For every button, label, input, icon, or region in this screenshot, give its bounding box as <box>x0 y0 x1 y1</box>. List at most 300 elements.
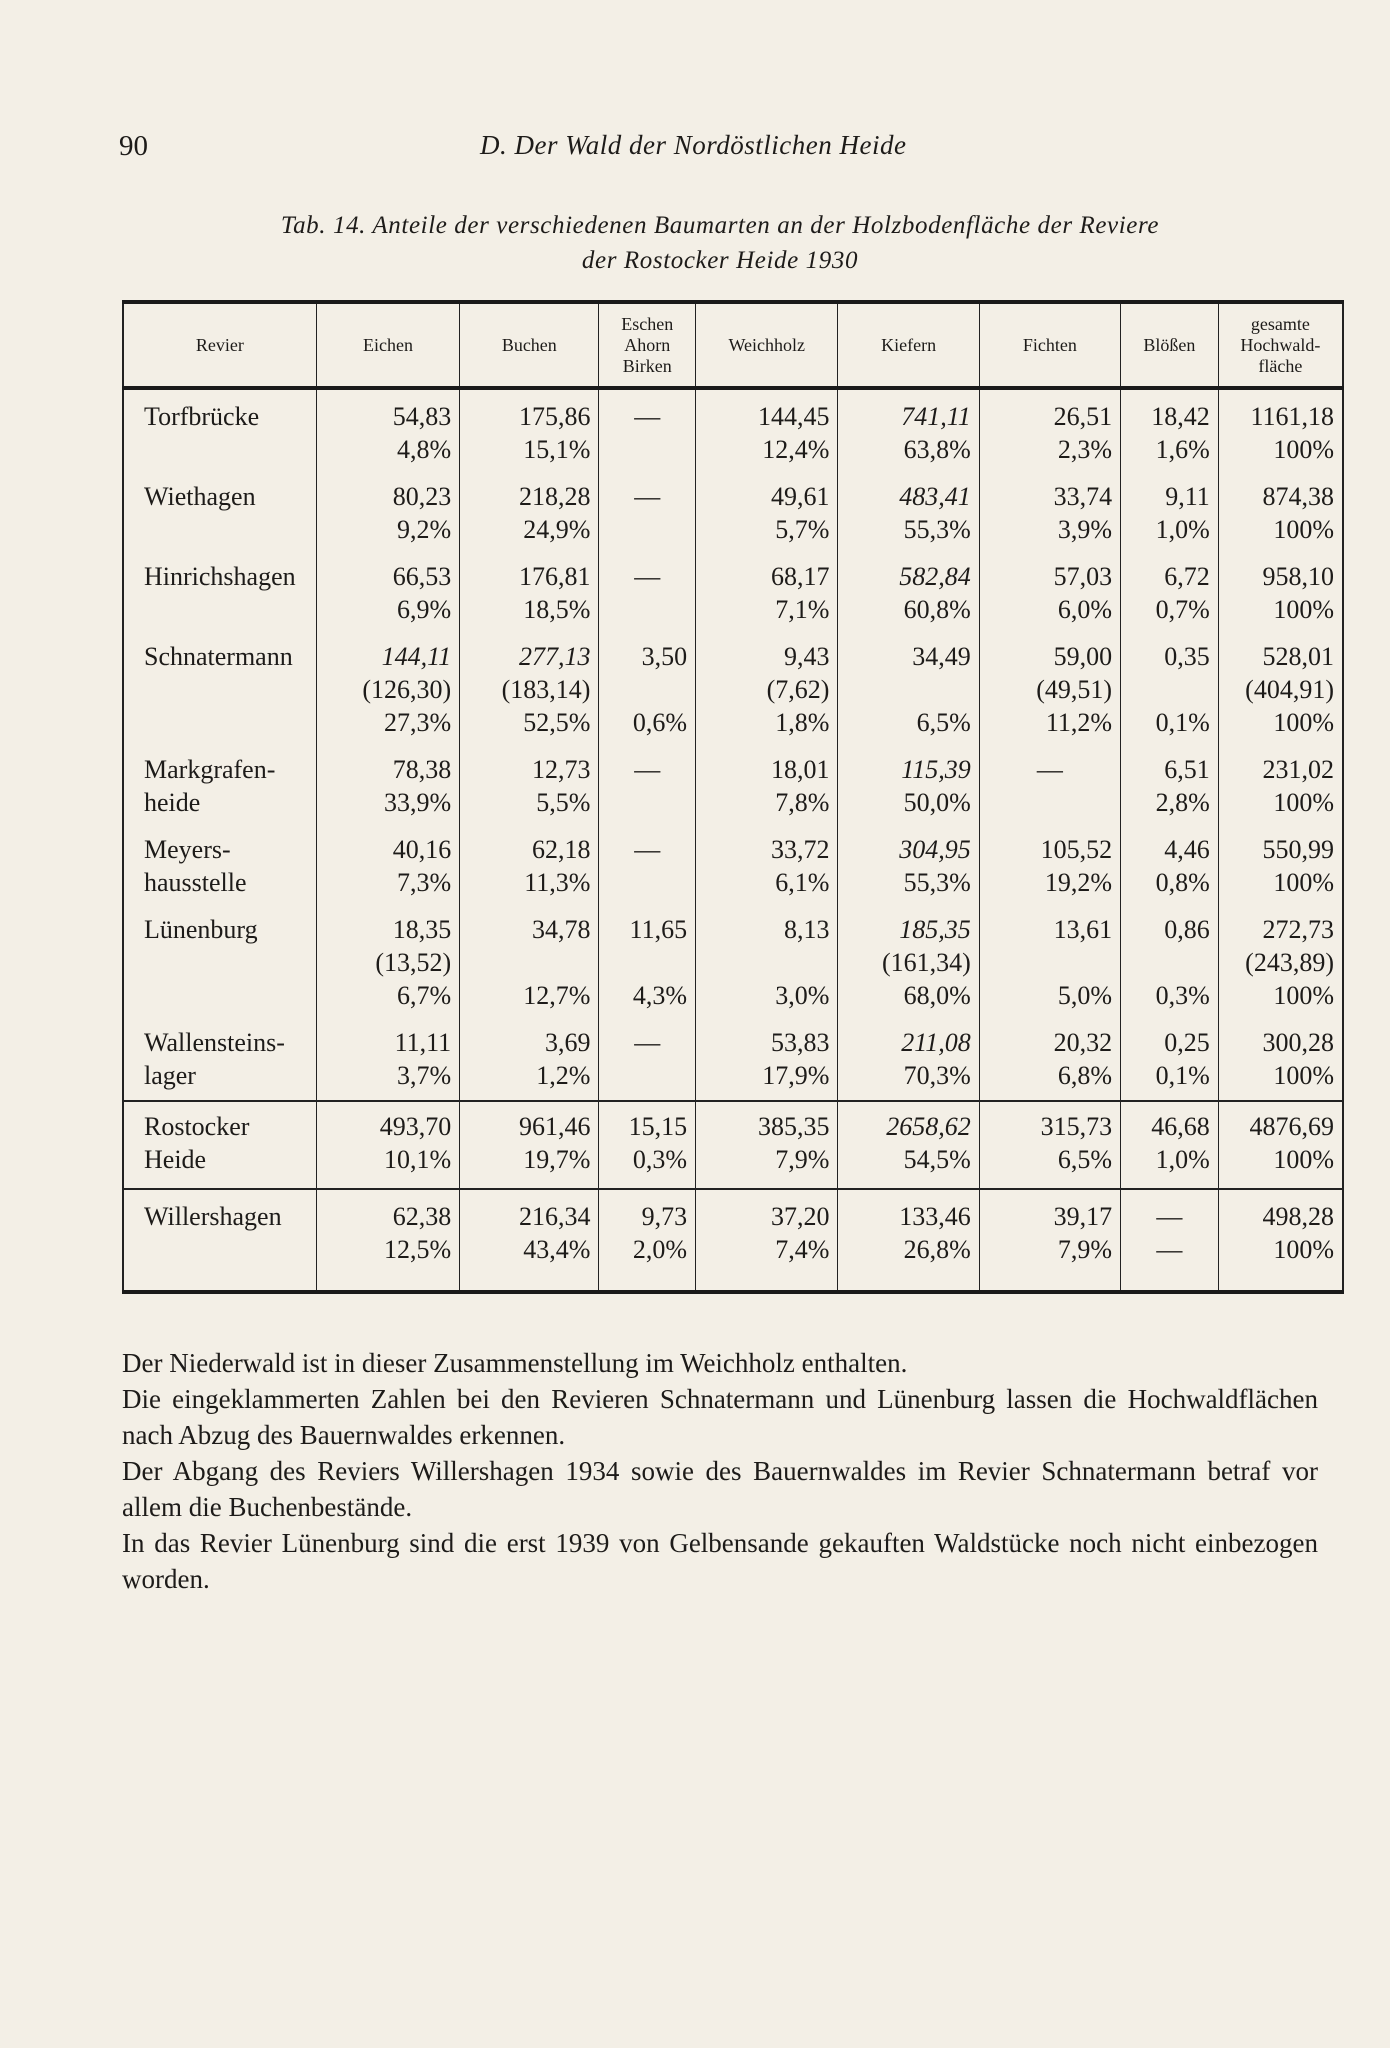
percent-value: 3,0% <box>775 981 830 1010</box>
percent-value: 0,1% <box>1155 1061 1210 1090</box>
revier-name: Meyers- <box>144 835 231 864</box>
percent-value: 12,5% <box>384 1235 452 1264</box>
cell-weichholz <box>696 1189 838 1292</box>
cell-gesamt <box>1218 1189 1343 1292</box>
area-value: 961,46 <box>518 1112 591 1141</box>
area-value: 15,15 <box>628 1112 688 1141</box>
percent-value: 0,7% <box>1155 595 1210 624</box>
cell-bloessen <box>1121 747 1219 827</box>
empty-dash: — <box>634 482 661 511</box>
hochwald-value: (126,30) <box>362 675 452 704</box>
caption-line-1: Tab. 14. Anteile der verschiedenen Baumarten an der Holzbodenfläche der Reviere <box>280 212 1160 239</box>
header-gesamt-line-3: fläche <box>1258 355 1303 376</box>
area-value: 80,23 <box>392 482 452 511</box>
cell-fichten <box>979 747 1120 827</box>
percent-value: 70,3% <box>903 1061 971 1090</box>
cell-kiefern <box>838 827 979 907</box>
area-value: 272,73 <box>1262 915 1334 944</box>
area-value: 68,17 <box>770 562 830 591</box>
cell-weichholz <box>696 747 838 827</box>
area-value: 385,35 <box>757 1112 830 1141</box>
percent-value: 1,8% <box>775 708 830 737</box>
page-number: 90 <box>119 130 148 162</box>
revier-name: Rostocker <box>144 1112 250 1141</box>
cell-eichen <box>316 474 459 554</box>
hochwald-value: (243,89) <box>1245 948 1334 977</box>
cell-buchen <box>460 634 599 747</box>
cell-gesamt <box>1218 907 1343 1020</box>
percent-value: 27,3% <box>384 708 452 737</box>
revier-name: lager <box>144 1061 196 1090</box>
cell-kiefern <box>838 907 979 1020</box>
cell-kiefern <box>838 1189 979 1292</box>
cell-bloessen <box>1121 907 1219 1020</box>
area-value: 34,78 <box>531 915 591 944</box>
percent-value: 15,1% <box>523 435 591 464</box>
header-eichen: Eichen <box>316 302 459 388</box>
table-row <box>123 388 1343 474</box>
percent-value: 6,7% <box>397 981 452 1010</box>
revier-name: Schnatermann <box>144 642 293 671</box>
percent-value: 7,9% <box>1057 1235 1113 1264</box>
percent-value: 18,5% <box>523 595 591 624</box>
area-value: 53,83 <box>770 1028 830 1057</box>
cell-gesamt <box>1218 388 1343 474</box>
cell-eschen <box>599 1189 696 1292</box>
cell-buchen <box>460 1189 599 1292</box>
header-gesamte-hochwaldflaeche <box>1218 302 1343 388</box>
cell-eichen <box>316 634 459 747</box>
running-head: D. Der Wald der Nordöstlichen Heide <box>480 130 907 160</box>
cell-buchen <box>460 747 599 827</box>
percent-value: 3,9% <box>1057 515 1113 544</box>
caption-line-2: der Rostocker Heide 1930 <box>581 247 859 274</box>
percent-value: 43,4% <box>523 1235 591 1264</box>
revier-name: heide <box>144 788 201 817</box>
header-birken-line: Birken <box>622 355 672 376</box>
area-value <box>1129 946 1210 979</box>
data-table-container <box>122 300 1344 1294</box>
percent-value: 54,5% <box>903 1145 971 1174</box>
cell-weichholz <box>696 474 838 554</box>
area-value: 185,35 <box>899 915 971 944</box>
area-value: 144,11 <box>381 642 452 671</box>
area-value <box>607 946 687 979</box>
percent-value: 5,5% <box>536 788 591 817</box>
cell-weichholz <box>696 554 838 634</box>
revier-name: Markgrafen- <box>144 755 276 784</box>
header-revier: Revier <box>123 302 316 388</box>
table-row <box>123 1101 1343 1189</box>
percent-value: 12,4% <box>762 435 830 464</box>
area-value: 211,08 <box>901 1028 971 1057</box>
percent-value: 1,6% <box>1155 435 1210 464</box>
percent-value: 4,3% <box>632 981 688 1010</box>
empty-dash: — <box>1156 1202 1183 1231</box>
hochwald-value: (161,34) <box>881 948 971 977</box>
header-buchen: Buchen <box>460 302 599 388</box>
table-row <box>123 1189 1343 1292</box>
table-row <box>123 634 1343 747</box>
cell-buchen <box>460 388 599 474</box>
cell-fichten <box>979 554 1120 634</box>
percent-value: 100% <box>1273 515 1334 544</box>
species-share-table <box>122 300 1344 1294</box>
percent-value: 0,8% <box>1155 868 1210 897</box>
percent-value: 11,2% <box>1045 708 1113 737</box>
area-value: 958,10 <box>1262 562 1334 591</box>
hochwald-value: (404,91) <box>1245 675 1334 704</box>
header-weichholz: Weichholz <box>696 302 838 388</box>
area-value: 277,13 <box>518 642 591 671</box>
cell-eschen <box>599 1101 696 1189</box>
percent-value: 60,8% <box>903 595 971 624</box>
revier-name: Lünenburg <box>144 915 258 944</box>
revier-name: Wiethagen <box>144 482 256 511</box>
area-value: 528,01 <box>1262 642 1334 671</box>
area-value: 6,72 <box>1164 562 1210 591</box>
cell-fichten <box>979 474 1120 554</box>
area-value: 231,02 <box>1262 755 1334 784</box>
area-value: 9,11 <box>1165 482 1210 511</box>
percent-value: 55,3% <box>903 515 971 544</box>
percent-value: 100% <box>1273 981 1334 1010</box>
header-gesamt-line-2: Hochwald- <box>1240 334 1321 355</box>
area-value: 66,53 <box>392 562 452 591</box>
percent-value: 0,1% <box>1155 708 1210 737</box>
empty-dash: — <box>634 1028 661 1057</box>
percent-value: 11,3% <box>524 868 591 897</box>
cell-weichholz <box>696 388 838 474</box>
cell-weichholz <box>696 827 838 907</box>
area-value: 0,25 <box>1164 1028 1210 1057</box>
percent-value: 7,4% <box>775 1235 830 1264</box>
area-value: 59,00 <box>1053 642 1113 671</box>
percent-value: 24,9% <box>523 515 591 544</box>
percent-value: 5,0% <box>1057 981 1113 1010</box>
cell-eschen <box>599 554 696 634</box>
header-bloessen: Blößen <box>1121 302 1219 388</box>
percent-value: 68,0% <box>903 981 971 1010</box>
table-caption <box>140 208 1300 278</box>
area-value: 741,11 <box>901 402 971 431</box>
area-value: 3,69 <box>544 1028 591 1057</box>
area-value: 62,18 <box>531 835 591 864</box>
cell-bloessen <box>1121 1189 1219 1292</box>
percent-value: 4,8% <box>397 435 452 464</box>
cell-gesamt <box>1218 1020 1343 1101</box>
empty-dash: — <box>1036 755 1063 784</box>
cell-fichten <box>979 1189 1120 1292</box>
table-row <box>123 1020 1343 1101</box>
cell-weichholz <box>696 634 838 747</box>
area-value: 37,20 <box>770 1202 830 1231</box>
area-value: 18,42 <box>1151 402 1210 431</box>
area-value: 33,74 <box>1053 482 1113 511</box>
cell-eichen <box>316 554 459 634</box>
table-body <box>123 388 1343 1292</box>
percent-value: 7,8% <box>775 788 830 817</box>
cell-bloessen <box>1121 634 1219 747</box>
header-eschen-ahorn-birken <box>599 302 696 388</box>
revier-name: Heide <box>144 1145 207 1174</box>
percent-value: 100% <box>1273 435 1334 464</box>
area-value: 54,83 <box>392 402 452 431</box>
area-value: 498,28 <box>1262 1202 1334 1231</box>
percent-value: 100% <box>1273 708 1334 737</box>
percent-value: 7,9% <box>775 1145 830 1174</box>
area-value: 3,50 <box>641 642 688 671</box>
revier-name-cell <box>123 747 316 827</box>
percent-value: 10,1% <box>384 1145 452 1174</box>
revier-name: Willershagen <box>144 1202 282 1231</box>
cell-eschen <box>599 747 696 827</box>
table-row <box>123 827 1343 907</box>
area-value: 550,99 <box>1262 835 1334 864</box>
area-value: 216,34 <box>518 1202 591 1231</box>
revier-name-cell <box>123 1101 316 1189</box>
cell-weichholz <box>696 1101 838 1189</box>
percent-value: 0,3% <box>632 1145 688 1174</box>
percent-value: 5,7% <box>775 515 830 544</box>
cell-buchen <box>460 1020 599 1101</box>
hochwald-value: (49,51) <box>1036 675 1113 704</box>
header-fichten: Fichten <box>979 302 1120 388</box>
cell-buchen <box>460 907 599 1020</box>
empty-dash: — <box>634 755 661 784</box>
percent-value: 55,3% <box>903 868 971 897</box>
area-value: 115,39 <box>901 755 971 784</box>
empty-dash: — <box>634 835 661 864</box>
cell-fichten <box>979 1020 1120 1101</box>
empty-dash: — <box>634 562 661 591</box>
note-paragraph: Der Abgang des Reviers Willershagen 1934 sowie des Bauernwaldes im Revier Schnatermann betraf vor allem die Buchenbestände. <box>122 1456 1318 1522</box>
area-value <box>704 946 829 979</box>
area-value: 26,51 <box>1053 402 1113 431</box>
cell-gesamt <box>1218 474 1343 554</box>
cell-bloessen <box>1121 1101 1219 1189</box>
area-value: 6,51 <box>1164 755 1210 784</box>
percent-value: 52,5% <box>523 708 591 737</box>
cell-fichten <box>979 634 1120 747</box>
percent-value: 6,9% <box>397 595 452 624</box>
percent-value: 7,1% <box>775 595 830 624</box>
area-value: 78,38 <box>392 755 452 784</box>
cell-buchen <box>460 827 599 907</box>
hochwald-value: (7,62) <box>766 675 830 704</box>
percent-value: 100% <box>1273 1061 1334 1090</box>
area-value: 46,68 <box>1151 1112 1210 1141</box>
area-value <box>1129 673 1210 706</box>
area-value: 18,35 <box>392 915 452 944</box>
area-value: 49,61 <box>770 482 830 511</box>
area-value: 4876,69 <box>1249 1112 1334 1141</box>
percent-value: 12,7% <box>523 981 591 1010</box>
area-value: 9,43 <box>783 642 830 671</box>
area-value: 0,35 <box>1164 642 1210 671</box>
cell-gesamt <box>1218 554 1343 634</box>
table-row <box>123 747 1343 827</box>
table-notes <box>122 1345 1318 1597</box>
note-paragraph: In das Revier Lünenburg sind die erst 1939 von Gelbensande gekauften Waldstücke noch nicht einbezogen worden. <box>122 1528 1318 1594</box>
cell-buchen <box>460 554 599 634</box>
table-row <box>123 474 1343 554</box>
revier-name: Torfbrücke <box>144 402 260 431</box>
cell-eichen <box>316 388 459 474</box>
percent-value: 6,5% <box>916 708 971 737</box>
percent-value: 100% <box>1273 1235 1334 1264</box>
area-value: 33,72 <box>770 835 830 864</box>
note-paragraph: Die eingeklammerten Zahlen bei den Revieren Schnatermann und Lünenburg lassen die Hochwaldflächen nach Abzug des Bauernwaldes erkennen. <box>122 1384 1318 1450</box>
cell-bloessen <box>1121 1020 1219 1101</box>
note-paragraph: Der Niederwald ist in dieser Zusammenstellung im Weichholz enthalten. <box>122 1348 908 1378</box>
cell-eschen <box>599 474 696 554</box>
revier-name-cell <box>123 827 316 907</box>
percent-value: 0,6% <box>632 708 688 737</box>
cell-eschen <box>599 827 696 907</box>
cell-eichen <box>316 1101 459 1189</box>
cell-kiefern <box>838 1020 979 1101</box>
percent-value: 19,2% <box>1044 868 1113 897</box>
cell-kiefern <box>838 554 979 634</box>
percent-value: 17,9% <box>762 1061 830 1090</box>
cell-kiefern <box>838 474 979 554</box>
cell-eschen <box>599 388 696 474</box>
area-value: 144,45 <box>757 402 830 431</box>
cell-weichholz <box>696 907 838 1020</box>
percent-value: 6,8% <box>1057 1061 1113 1090</box>
area-value: 57,03 <box>1053 562 1113 591</box>
cell-eichen <box>316 1020 459 1101</box>
revier-name: Hinrichshagen <box>144 562 296 591</box>
area-value: 105,52 <box>1040 835 1113 864</box>
percent-value: 100% <box>1273 595 1334 624</box>
area-value: 11,11 <box>394 1028 452 1057</box>
percent-value: 9,2% <box>397 515 452 544</box>
area-value <box>607 673 687 706</box>
revier-name-cell <box>123 1189 316 1292</box>
percent-value: 6,1% <box>775 868 830 897</box>
area-value: 8,13 <box>783 915 830 944</box>
revier-name-cell <box>123 554 316 634</box>
empty-dash: — <box>634 402 661 431</box>
cell-bloessen <box>1121 388 1219 474</box>
area-value: 0,86 <box>1164 915 1210 944</box>
cell-bloessen <box>1121 554 1219 634</box>
percent-value: 6,5% <box>1057 1145 1113 1174</box>
percent-value: 19,7% <box>523 1145 591 1174</box>
header-eschen-line: Eschen <box>621 313 674 334</box>
percent-value: 1,2% <box>536 1061 591 1090</box>
area-value: 300,28 <box>1262 1028 1334 1057</box>
area-value <box>468 946 590 979</box>
percent-value: 1,0% <box>1155 1145 1210 1174</box>
area-value: 9,73 <box>641 1202 688 1231</box>
cell-buchen <box>460 1101 599 1189</box>
revier-name-cell <box>123 388 316 474</box>
header-kiefern: Kiefern <box>838 302 979 388</box>
area-value: 175,86 <box>518 402 591 431</box>
cell-kiefern <box>838 747 979 827</box>
cell-fichten <box>979 907 1120 1020</box>
table-row <box>123 554 1343 634</box>
percent-value: 7,3% <box>397 868 452 897</box>
area-value: 4,46 <box>1164 835 1210 864</box>
cell-gesamt <box>1218 634 1343 747</box>
hochwald-value: (13,52) <box>375 948 452 977</box>
percent-value: 2,8% <box>1155 788 1210 817</box>
area-value: 493,70 <box>379 1112 452 1141</box>
percent-value: 2,0% <box>632 1235 688 1264</box>
area-value: 12,73 <box>531 755 591 784</box>
cell-fichten <box>979 388 1120 474</box>
cell-eichen <box>316 747 459 827</box>
table-row <box>123 907 1343 1020</box>
area-value: 483,41 <box>899 482 971 511</box>
area-value: 34,49 <box>912 642 971 671</box>
area-value: 11,65 <box>629 915 688 944</box>
revier-name-cell <box>123 474 316 554</box>
cell-eschen <box>599 634 696 747</box>
hochwald-value: (183,14) <box>501 675 591 704</box>
area-value: 315,73 <box>1040 1112 1113 1141</box>
cell-fichten <box>979 1101 1120 1189</box>
percent-value: 3,7% <box>397 1061 452 1090</box>
area-value: 1161,18 <box>1250 402 1334 431</box>
percent-value: 6,0% <box>1057 595 1113 624</box>
cell-gesamt <box>1218 827 1343 907</box>
cell-eichen <box>316 907 459 1020</box>
percent-value: 100% <box>1273 788 1334 817</box>
percent-value: 26,8% <box>903 1235 971 1264</box>
area-value: 62,38 <box>392 1202 452 1231</box>
area-value: 2658,62 <box>886 1112 971 1141</box>
percent-value: 0,3% <box>1155 981 1210 1010</box>
percent-value: 2,3% <box>1057 435 1113 464</box>
area-value: 304,95 <box>899 835 971 864</box>
cell-kiefern <box>838 388 979 474</box>
percent-value: 33,9% <box>384 788 452 817</box>
cell-kiefern <box>838 634 979 747</box>
cell-gesamt <box>1218 747 1343 827</box>
header-gesamt-line-1: gesamte <box>1250 313 1310 334</box>
area-value: 39,17 <box>1053 1202 1113 1231</box>
area-value: 20,32 <box>1053 1028 1113 1057</box>
revier-name-cell <box>123 634 316 747</box>
revier-name-cell <box>123 1020 316 1101</box>
percent-value: 50,0% <box>903 788 971 817</box>
area-value: 874,38 <box>1262 482 1334 511</box>
cell-bloessen <box>1121 827 1219 907</box>
percent-value: 100% <box>1273 1145 1334 1174</box>
percent-value: 100% <box>1273 868 1334 897</box>
revier-name: hausstelle <box>144 868 247 897</box>
area-value: 218,28 <box>518 482 591 511</box>
cell-eschen <box>599 1020 696 1101</box>
cell-gesamt <box>1218 1101 1343 1189</box>
percent-value: 1,0% <box>1155 515 1210 544</box>
cell-eschen <box>599 907 696 1020</box>
percent-value: 63,8% <box>903 435 971 464</box>
cell-fichten <box>979 827 1120 907</box>
table-header-row <box>123 302 1343 388</box>
area-value: 582,84 <box>899 562 971 591</box>
area-value: 40,16 <box>392 835 452 864</box>
area-value: 18,01 <box>770 755 830 784</box>
area-value <box>988 946 1112 979</box>
header-ahorn-line: Ahorn <box>624 334 671 355</box>
empty-dash: — <box>1156 1235 1183 1264</box>
